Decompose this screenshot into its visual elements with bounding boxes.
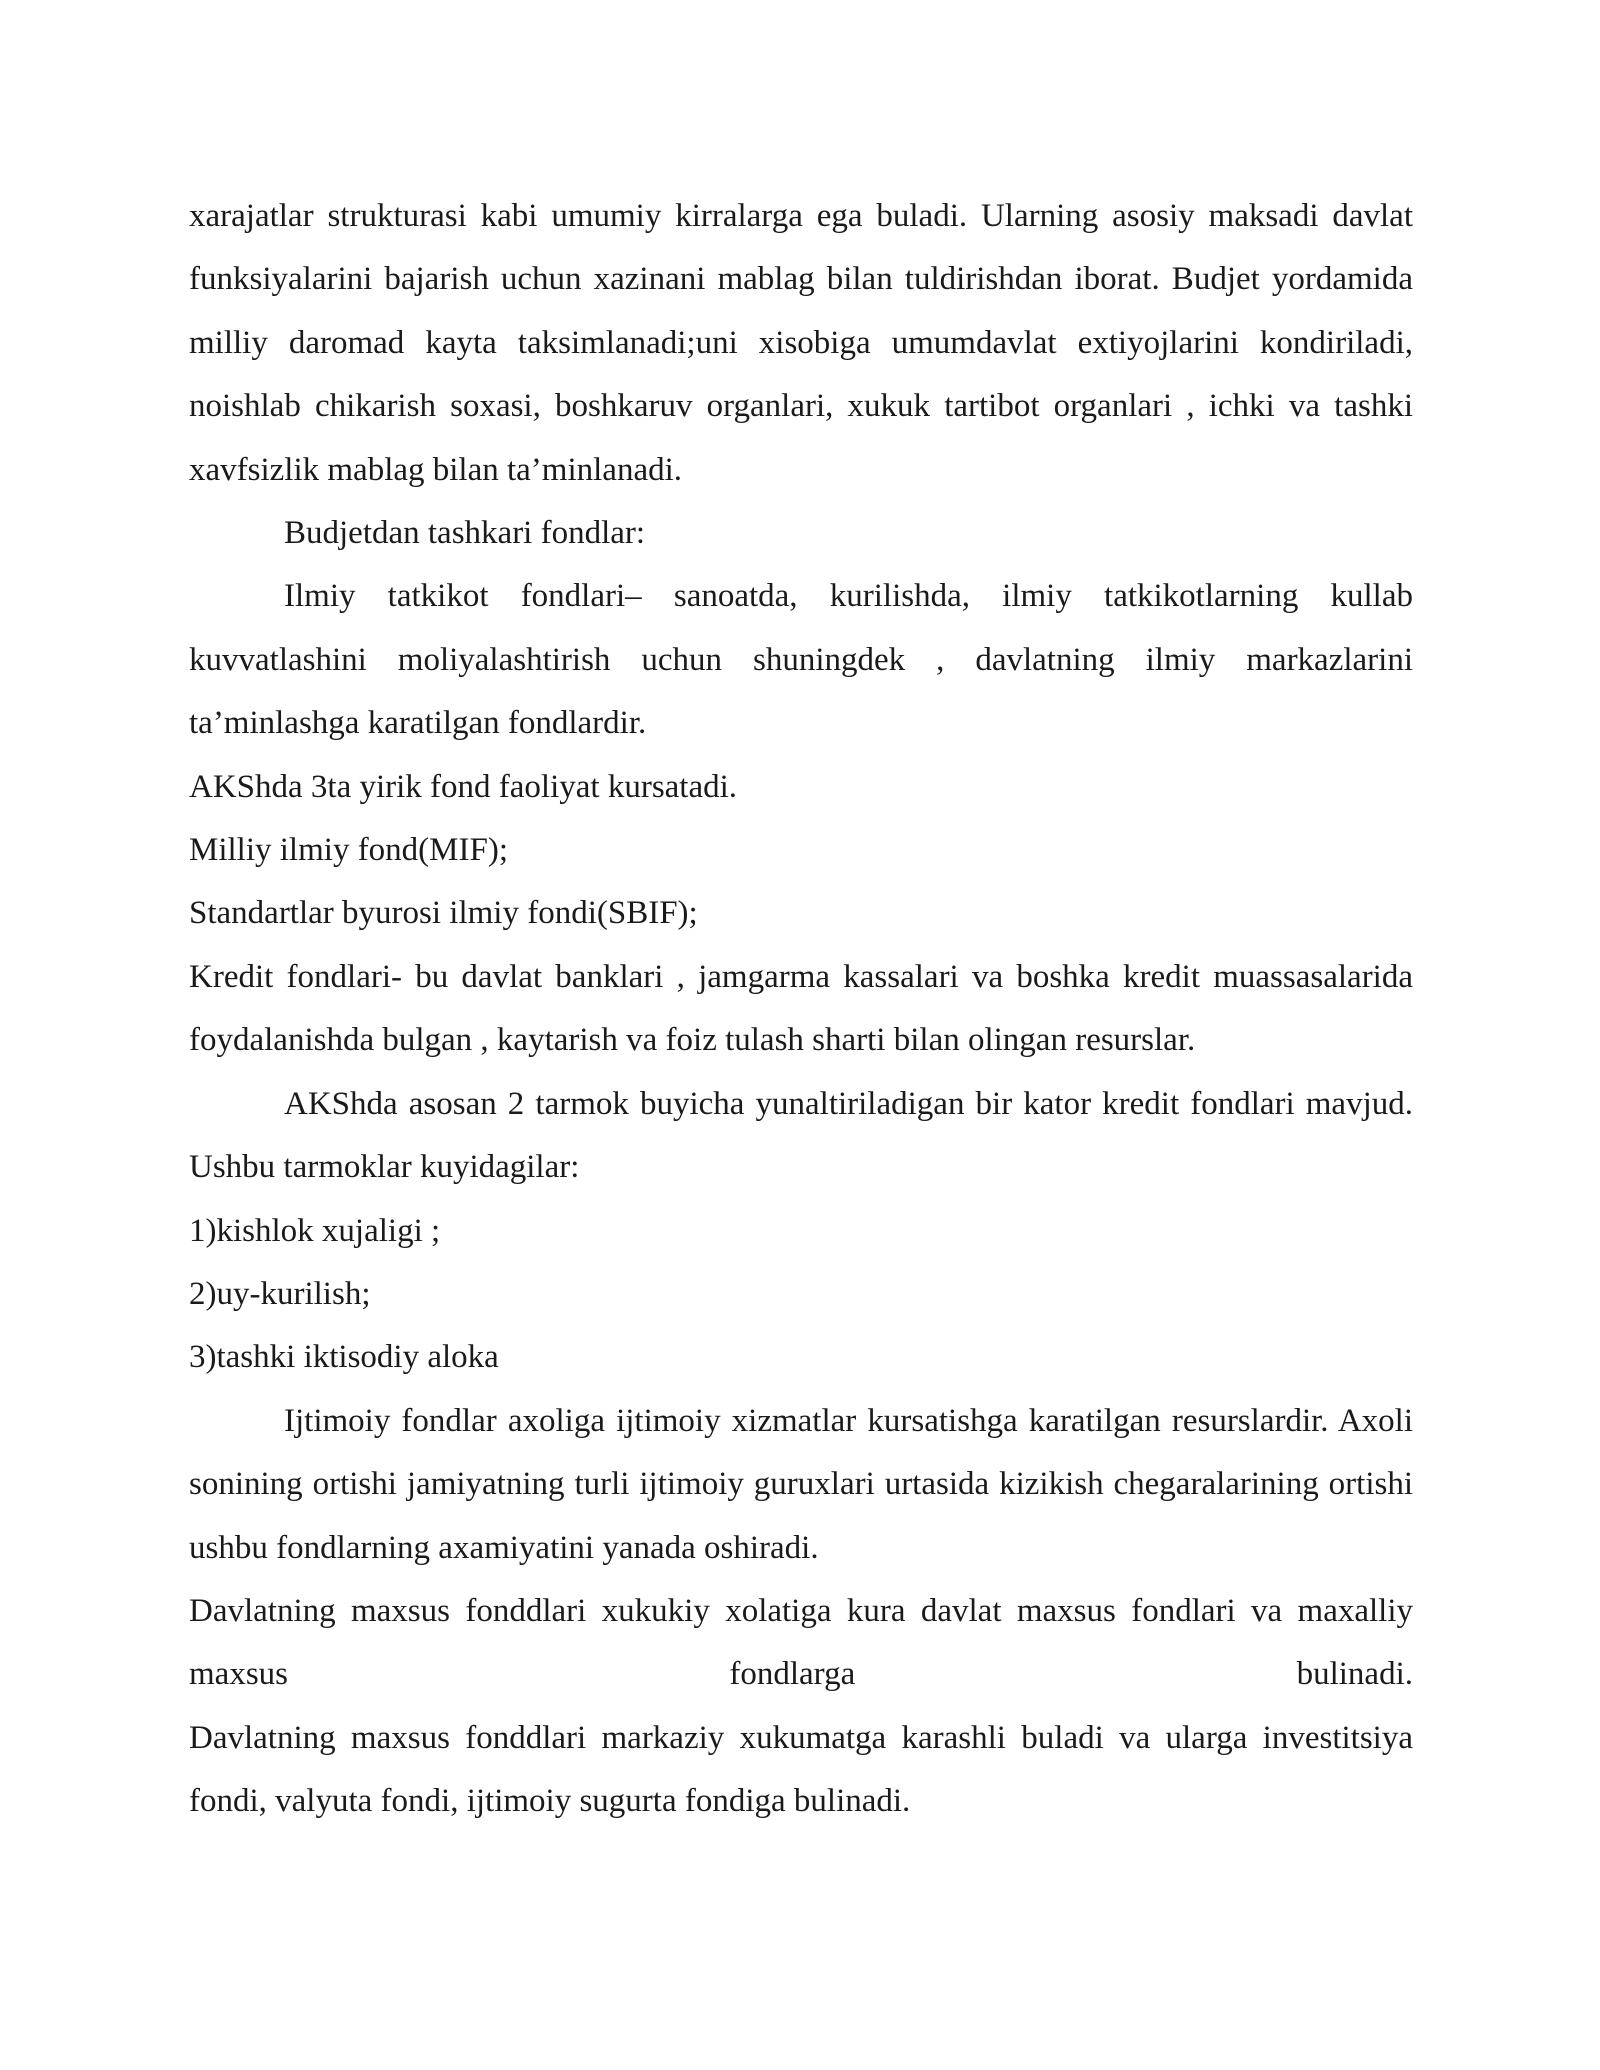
- paragraph-credit-sectors: AKShda asosan 2 tarmok buyicha yunaltiriladigan bir kator kredit fondlari mavjud. Ushbu tarmoklar kuyidagilar:: [189, 1085, 1413, 1186]
- paragraph-usa-funds: AKShda 3ta yirik fond faoliyat kursatadi.: [189, 768, 738, 805]
- paragraph-budget-purpose: xarajatlar strukturasi kabi umumiy kirralarga ega buladi. Ularning asosiy maksadi davlat funksiyalarini bajarish uchun xazinani mablag bilan tuldirishdan iborat. Budjet yordamida milliy daromad kayta taksimlanadi;uni xisobiga umumdavlat extiyojlarini kondiriladi, noishlab chikarish soxasi, boshkaruv organlari, xukuk tartibot organlari , ichki va tashki xavfsizlik mablag bilan ta’minlanadi.: [189, 198, 1413, 488]
- list-item-mif: Milliy ilmiy fond(MIF);: [189, 832, 509, 869]
- paragraph-credit-funds: Kredit fondlari- bu davlat banklari , jamgarma kassalari va boshka kredit muassasalarida foydalanishda bulgan , kaytarish va foiz tulash sharti bilan olingan resurslar.: [189, 958, 1413, 1059]
- paragraph-special-funds-central: Davlatning maxsus fonddlari markaziy xukumatga karashli buladi va ularga investitsiya fondi, valyuta fondi, ijtimoiy sugurta fondiga bulinadi.: [189, 1719, 1413, 1820]
- list-item-housing: 2)uy-kurilish;: [189, 1275, 371, 1312]
- list-item-agriculture: 1)kishlok xujaligi ;: [189, 1212, 441, 1249]
- paragraph-special-funds-types: Davlatning maxsus fonddlari xukukiy xolatiga kura davlat maxsus fondlari va maxalliy maxsus fondlarga bulinadi.: [189, 1592, 1413, 1693]
- list-item-sbif: Standartlar byurosi ilmiy fondi(SBIF);: [189, 895, 698, 932]
- document-body: [189, 185, 1413, 1834]
- paragraph-social-funds: Ijtimoiy fondlar axoliga ijtimoiy xizmatlar kursatishga karatilgan resurslardir. Axoli sonining ortishi jamiyatning turli ijtimoiy guruxlari urtasida kizikish chegaralarining ortishi ushbu fondlarning axamiyatini yanada oshiradi.: [189, 1402, 1413, 1566]
- list-item-foreign-economy: 3)tashki iktisodiy aloka: [189, 1339, 499, 1376]
- paragraph-research-funds: Ilmiy tatkikot fondlari– sanoatda, kurilishda, ilmiy tatkikotlarning kullab kuvvatlashini moliyalashtirish uchun shuningdek , davlatning ilmiy markazlarini ta’minlashga karatilgan fondlardir.: [189, 578, 1413, 742]
- paragraph-extra-budget-heading: Budjetdan tashkari fondlar:: [284, 515, 646, 552]
